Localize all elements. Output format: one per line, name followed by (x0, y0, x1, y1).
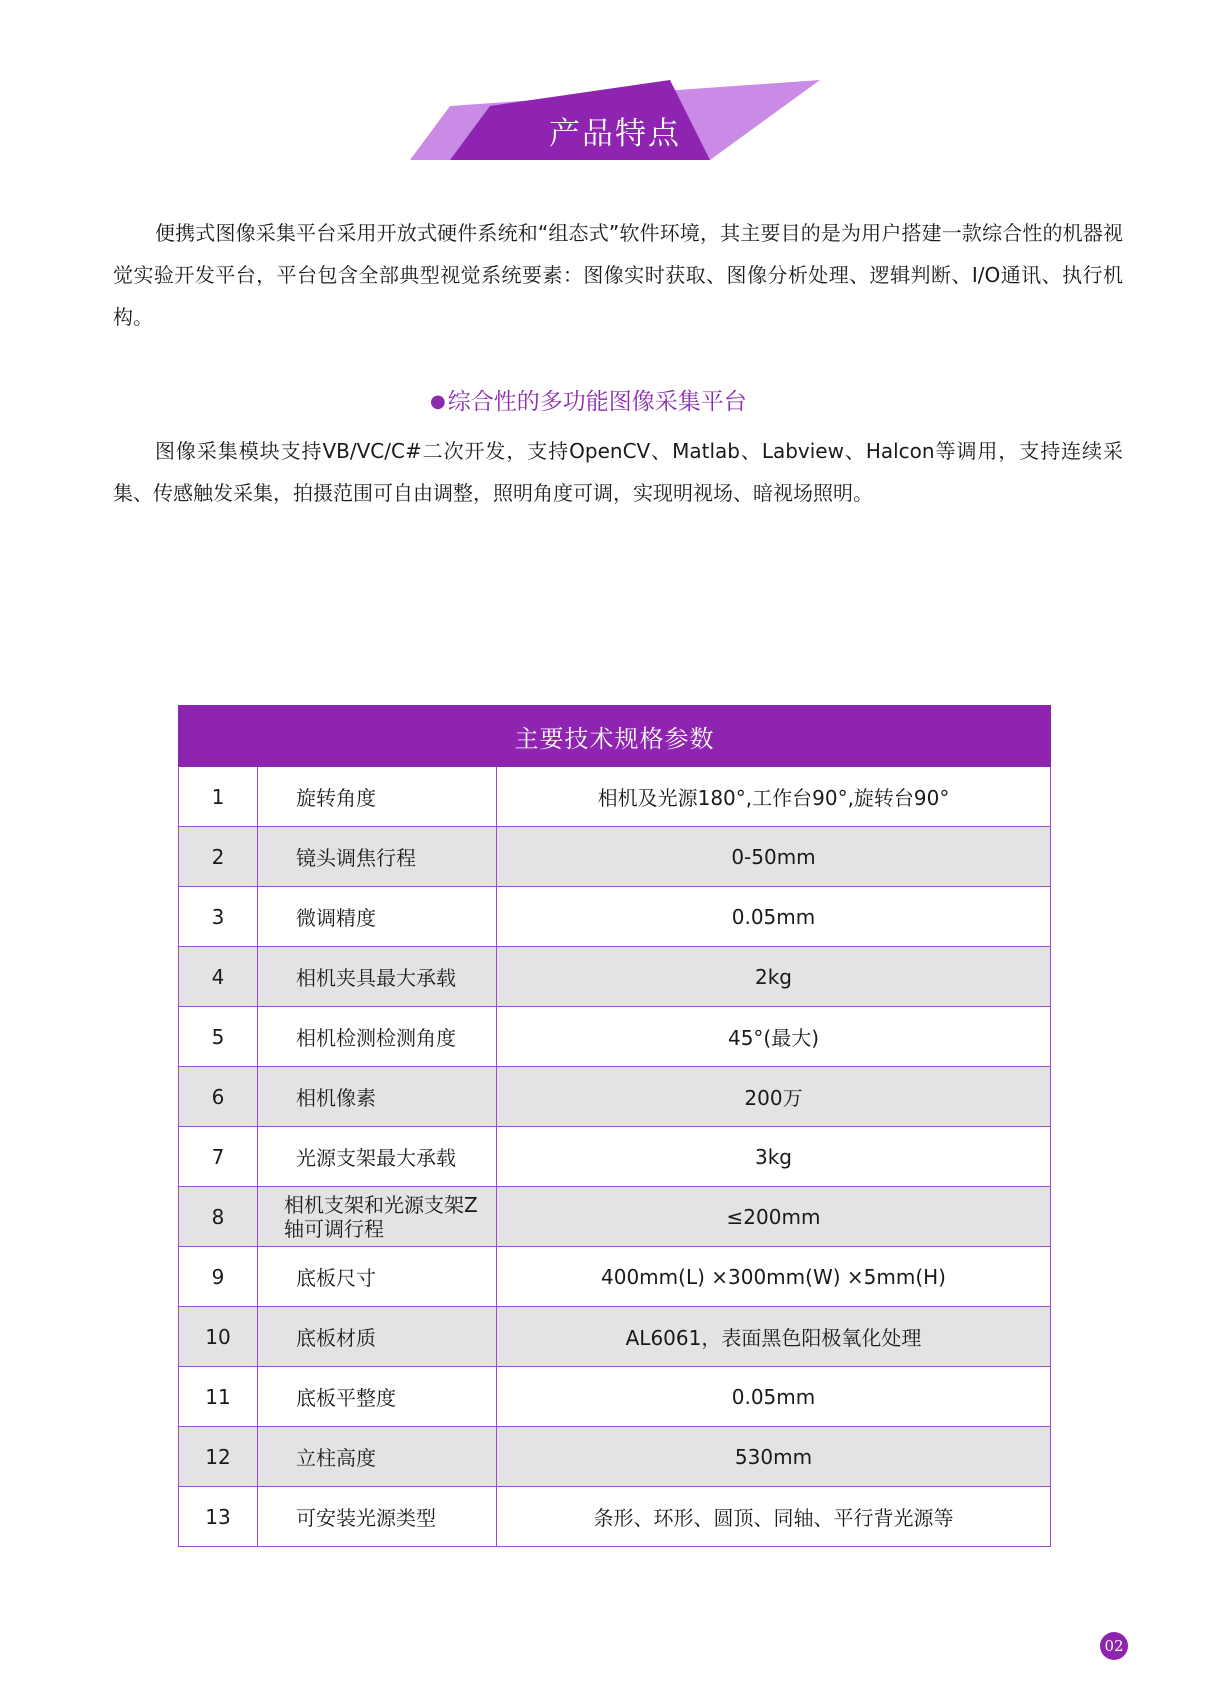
table-row (179, 1187, 1051, 1247)
row-number: 8 (179, 1187, 258, 1247)
table-row (179, 887, 1051, 947)
row-number: 12 (179, 1427, 258, 1487)
section-banner (410, 78, 820, 163)
param-name: 微调精度 (258, 887, 497, 947)
table-row (179, 767, 1051, 827)
param-value: 0.05mm (497, 887, 1051, 947)
param-name: 旋转角度 (258, 767, 497, 827)
table-row (179, 1307, 1051, 1367)
param-value: 45°(最大) (497, 1007, 1051, 1067)
param-value: 相机及光源180°,工作台90°,旋转台90° (497, 767, 1051, 827)
param-value: AL6061，表面黑色阳极氧化处理 (497, 1307, 1051, 1367)
param-name: 立柱高度 (258, 1427, 497, 1487)
spec-table-title: 主要技术规格参数 (179, 706, 1051, 767)
param-value: 400mm(L) ×300mm(W) ×5mm(H) (497, 1247, 1051, 1307)
param-value: 条形、环形、圆顶、同轴、平行背光源等 (497, 1487, 1051, 1547)
table-row (179, 1247, 1051, 1307)
table-row (179, 1487, 1051, 1547)
table-row (179, 1367, 1051, 1427)
param-name: 底板平整度 (258, 1367, 497, 1427)
param-name: 相机支架和光源支架Z轴可调行程 (258, 1187, 497, 1247)
intro-paragraph: 便携式图像采集平台采用开放式硬件系统和“组态式”软件环境，其主要目的是为用户搭建一款综合性的机器视觉实验开发平台，平台包含全部典型视觉系统要素：图像实时获取、图像分析处理、逻辑判断、I/O通讯、执行机构。 (113, 221, 1123, 329)
row-number: 1 (179, 767, 258, 827)
param-value: ≤200mm (497, 1187, 1051, 1247)
section-heading-text: 综合性的多功能图像采集平台 (447, 389, 747, 415)
param-name: 光源支架最大承载 (258, 1127, 497, 1187)
param-name: 镜头调焦行程 (258, 827, 497, 887)
param-value: 0-50mm (497, 827, 1051, 887)
row-number: 11 (179, 1367, 258, 1427)
table-row (179, 1067, 1051, 1127)
spec-table (178, 705, 1051, 1547)
row-number: 10 (179, 1307, 258, 1367)
section-body: 图像采集模块支持VB/VC/C#二次开发，支持OpenCV、Matlab、Labview、Halcon等调用，支持连续采集、传感触发采集，拍摄范围可自由调整，照明角度可调，实现明视场、暗视场照明。 (113, 439, 1123, 505)
param-value: 2kg (497, 947, 1051, 1007)
param-name: 底板材质 (258, 1307, 497, 1367)
row-number: 2 (179, 827, 258, 887)
row-number: 7 (179, 1127, 258, 1187)
table-row (179, 827, 1051, 887)
spec-table-body (179, 767, 1051, 1547)
section-heading (430, 383, 830, 416)
param-value: 200万 (497, 1067, 1051, 1127)
param-name: 相机检测检测角度 (258, 1007, 497, 1067)
param-name: 可安装光源类型 (258, 1487, 497, 1547)
row-number: 4 (179, 947, 258, 1007)
row-number: 6 (179, 1067, 258, 1127)
page-number: 02 (1100, 1632, 1128, 1660)
bullet-icon: ● (430, 391, 446, 412)
param-value: 0.05mm (497, 1367, 1051, 1427)
table-row (179, 1127, 1051, 1187)
row-number: 3 (179, 887, 258, 947)
row-number: 13 (179, 1487, 258, 1547)
banner-title: 产品特点 (549, 116, 681, 152)
table-row (179, 1007, 1051, 1067)
param-name: 相机夹具最大承载 (258, 947, 497, 1007)
param-value: 3kg (497, 1127, 1051, 1187)
row-number: 9 (179, 1247, 258, 1307)
param-name: 底板尺寸 (258, 1247, 497, 1307)
row-number: 5 (179, 1007, 258, 1067)
table-row (179, 947, 1051, 1007)
param-value: 530mm (497, 1427, 1051, 1487)
table-row (179, 1427, 1051, 1487)
param-name: 相机像素 (258, 1067, 497, 1127)
